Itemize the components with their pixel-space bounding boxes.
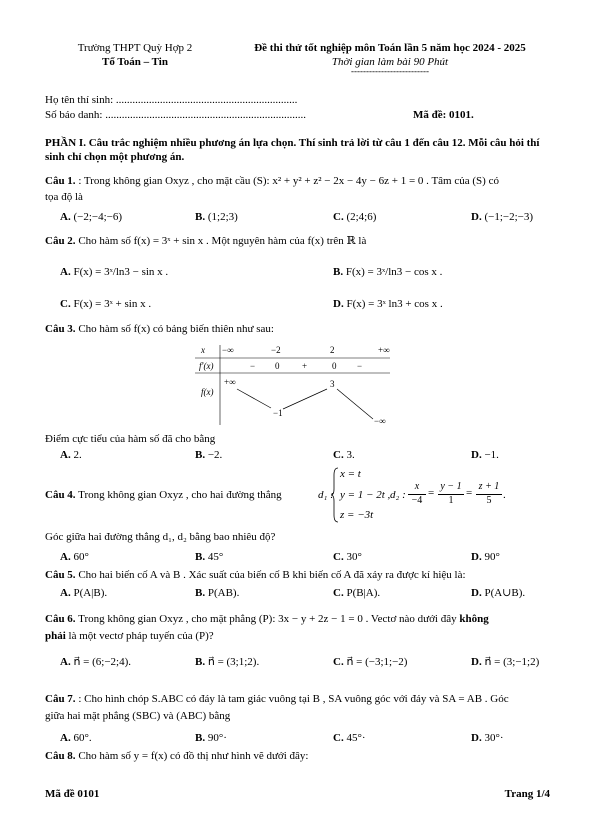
bbt-x-2: 2 [330, 345, 335, 355]
q5-option-b: B. P(AB). [195, 587, 240, 599]
question-5: Câu 5. Cho hai biến cố A và B . Xác suất của biến cố B khi biến cố A đã xảy ra được kí hiệu là: [45, 569, 466, 581]
d2-frac2-den: 1 [448, 495, 454, 506]
question-3-text-cont: Điểm cực tiểu của hàm số đã cho bằng [45, 433, 216, 445]
question-4: Câu 4. Trong không gian Oxyz , cho hai đường thẳng [45, 489, 282, 501]
q4-option-d: D. 90° [471, 551, 500, 563]
bbt-x-3: +∞ [378, 345, 390, 355]
q4-option-a: A. 60° [60, 551, 89, 563]
arrow-down-2 [337, 389, 373, 419]
bbt-x-0: −∞ [222, 345, 234, 355]
d1-row-1: x = t [340, 468, 361, 480]
q6-option-c: C. n⃗ = (−3;1;−2) [333, 656, 408, 668]
q1-option-b: B. (1;2;3) [195, 211, 238, 223]
d2-frac1-den: −4 [411, 495, 423, 506]
arrow-up [283, 389, 327, 409]
d1-brace [331, 467, 339, 523]
question-7: Câu 7. : Cho hình chóp S.ABC có đáy là tam giác vuông tại B , SA vuông góc với đáy và SA = AB . Góc [45, 693, 509, 705]
question-text: : Trong không gian Oxyz , cho mặt cầu (S): x² + y² + z² − 2x − 4y − 6z + 1 = 0 . Tâm của (S) có [78, 175, 499, 187]
q6-option-d: D. n⃗ = (3;−1;2) [471, 656, 540, 668]
bbt-f-label: f(x) [201, 387, 214, 397]
footer-page-number: Trang 1/4 [504, 788, 550, 800]
group-name: Tổ Toán – Tin [102, 56, 168, 68]
exam-code: Mã đề: 0101. [413, 109, 474, 121]
d2-frac3-den: 5 [486, 495, 492, 506]
q4-option-b: B. 45° [195, 551, 224, 563]
arrow-down-1 [237, 389, 271, 408]
bbt-f-3: −∞ [374, 416, 386, 426]
q6-option-a: A. n⃗ = (6;−2;4). [60, 656, 132, 668]
exam-title: Đề thi thử tốt nghiệp môn Toán lần 5 năm học 2024 - 2025 [254, 42, 526, 54]
question-2: Câu 2. Cho hàm số f(x) = 3ˣ + sin x . Một nguyên hàm của f(x) trên ℝ là [45, 235, 367, 247]
d1-row-2: y = 1 − 2t , [340, 489, 391, 501]
school-name: Trường THPT Quỳ Hợp 2 [77, 42, 193, 54]
q7-option-d: D. 30°· [471, 732, 504, 744]
bbt-fp-4: − [357, 361, 363, 371]
student-name-line: Họ tên thí sinh: .................................................................. [45, 94, 298, 106]
q1-option-d: D. (−1;−2;−3) [471, 211, 534, 223]
q3-option-d: D. −1. [471, 449, 499, 461]
bbt-fp-3: 0 [332, 361, 337, 371]
question-1 [45, 175, 499, 189]
d2-frac1-num: x [414, 481, 420, 492]
question-1-text-cont: tọa độ là [45, 191, 83, 203]
header-rule: -------------------------- [351, 66, 429, 76]
student-id-line: Số báo danh: ......................................................................... [45, 109, 306, 121]
bbt-fp-0: − [250, 361, 256, 371]
q4-option-c: C. 30° [333, 551, 362, 563]
bbt-f-0: +∞ [224, 377, 236, 387]
bbt-fp-1: 0 [275, 361, 280, 371]
d2-label: d₂ : [390, 489, 406, 501]
exam-time: Thời gian làm bài 90 Phút [331, 56, 449, 68]
q2-option-b: B. F(x) = 3ˣ/ln3 − cos x . [333, 266, 443, 278]
q7-option-a: A. 60°. [60, 732, 92, 744]
q5-option-d: D. P(A∪B). [471, 587, 526, 599]
question-8: Câu 8. Cho hàm số y = f(x) có đồ thị như hình vẽ dưới đây: [45, 750, 309, 762]
bbt-fp-2: + [302, 361, 308, 371]
q7-option-c: C. 45°· [333, 732, 366, 744]
q3-option-c: C. 3. [333, 449, 355, 461]
question-6-text-cont: phải là một vectơ pháp tuyến của (P)? [45, 630, 214, 642]
bbt-fprime-label: f′(x) [199, 361, 214, 371]
q5-option-a: A. P(A|B). [60, 587, 108, 599]
d2-frac2-num: y − 1 [440, 481, 462, 492]
question-4-text-cont: Góc giữa hai đường thẳng d₁, d₂ bằng bao nhiêu độ? [45, 531, 276, 543]
q1-option-c: C. (2;4;6) [333, 211, 377, 223]
d1-label: d₁ : [318, 489, 334, 501]
bbt-x-1: −2 [271, 345, 281, 355]
question-7-text-cont: giữa hai mặt phẳng (SBC) và (ABC) bằng [45, 710, 231, 722]
question-6: Câu 6. Trong không gian Oxyz , cho mặt phẳng (P): 3x − y + 2z − 1 = 0 . Vectơ nào dưới đây không [45, 613, 489, 625]
q2-option-d: D. F(x) = 3ˣ ln3 + cos x . [333, 298, 443, 310]
q7-option-b: B. 90°· [195, 732, 227, 744]
d2-frac3-num: z + 1 [478, 481, 500, 492]
bbt-f-1: −1 [273, 408, 283, 418]
part1-title: PHẦN I. Câu trắc nghiệm nhiều phương án lựa chọn. Thí sinh trả lời từ câu 1 đến câu 12. Mỗi câu hỏi thí sinh chỉ chọn một phương án. [45, 137, 540, 163]
q5-option-c: C. P(B|A). [333, 587, 381, 599]
bbt-x-label: x [201, 345, 205, 355]
q3-option-b: B. −2. [195, 449, 223, 461]
q2-option-c: C. F(x) = 3ˣ + sin x . [60, 298, 152, 310]
q2-option-a: A. F(x) = 3ˣ/ln3 − sin x . [60, 266, 169, 278]
q3-option-a: A. 2. [60, 449, 82, 461]
footer-exam-code: Mã đề 0101 [45, 788, 100, 800]
question-number: Câu 1. [45, 175, 76, 187]
bbt-f-2: 3 [330, 379, 335, 389]
d1-row-3: z = −3t [340, 509, 374, 521]
q6-option-b: B. n⃗ = (3;1;2). [195, 656, 260, 668]
question-3: Câu 3. Cho hàm số f(x) có bảng biến thiên như sau: [45, 323, 274, 335]
q1-option-a: A. (−2;−4;−6) [60, 211, 123, 223]
